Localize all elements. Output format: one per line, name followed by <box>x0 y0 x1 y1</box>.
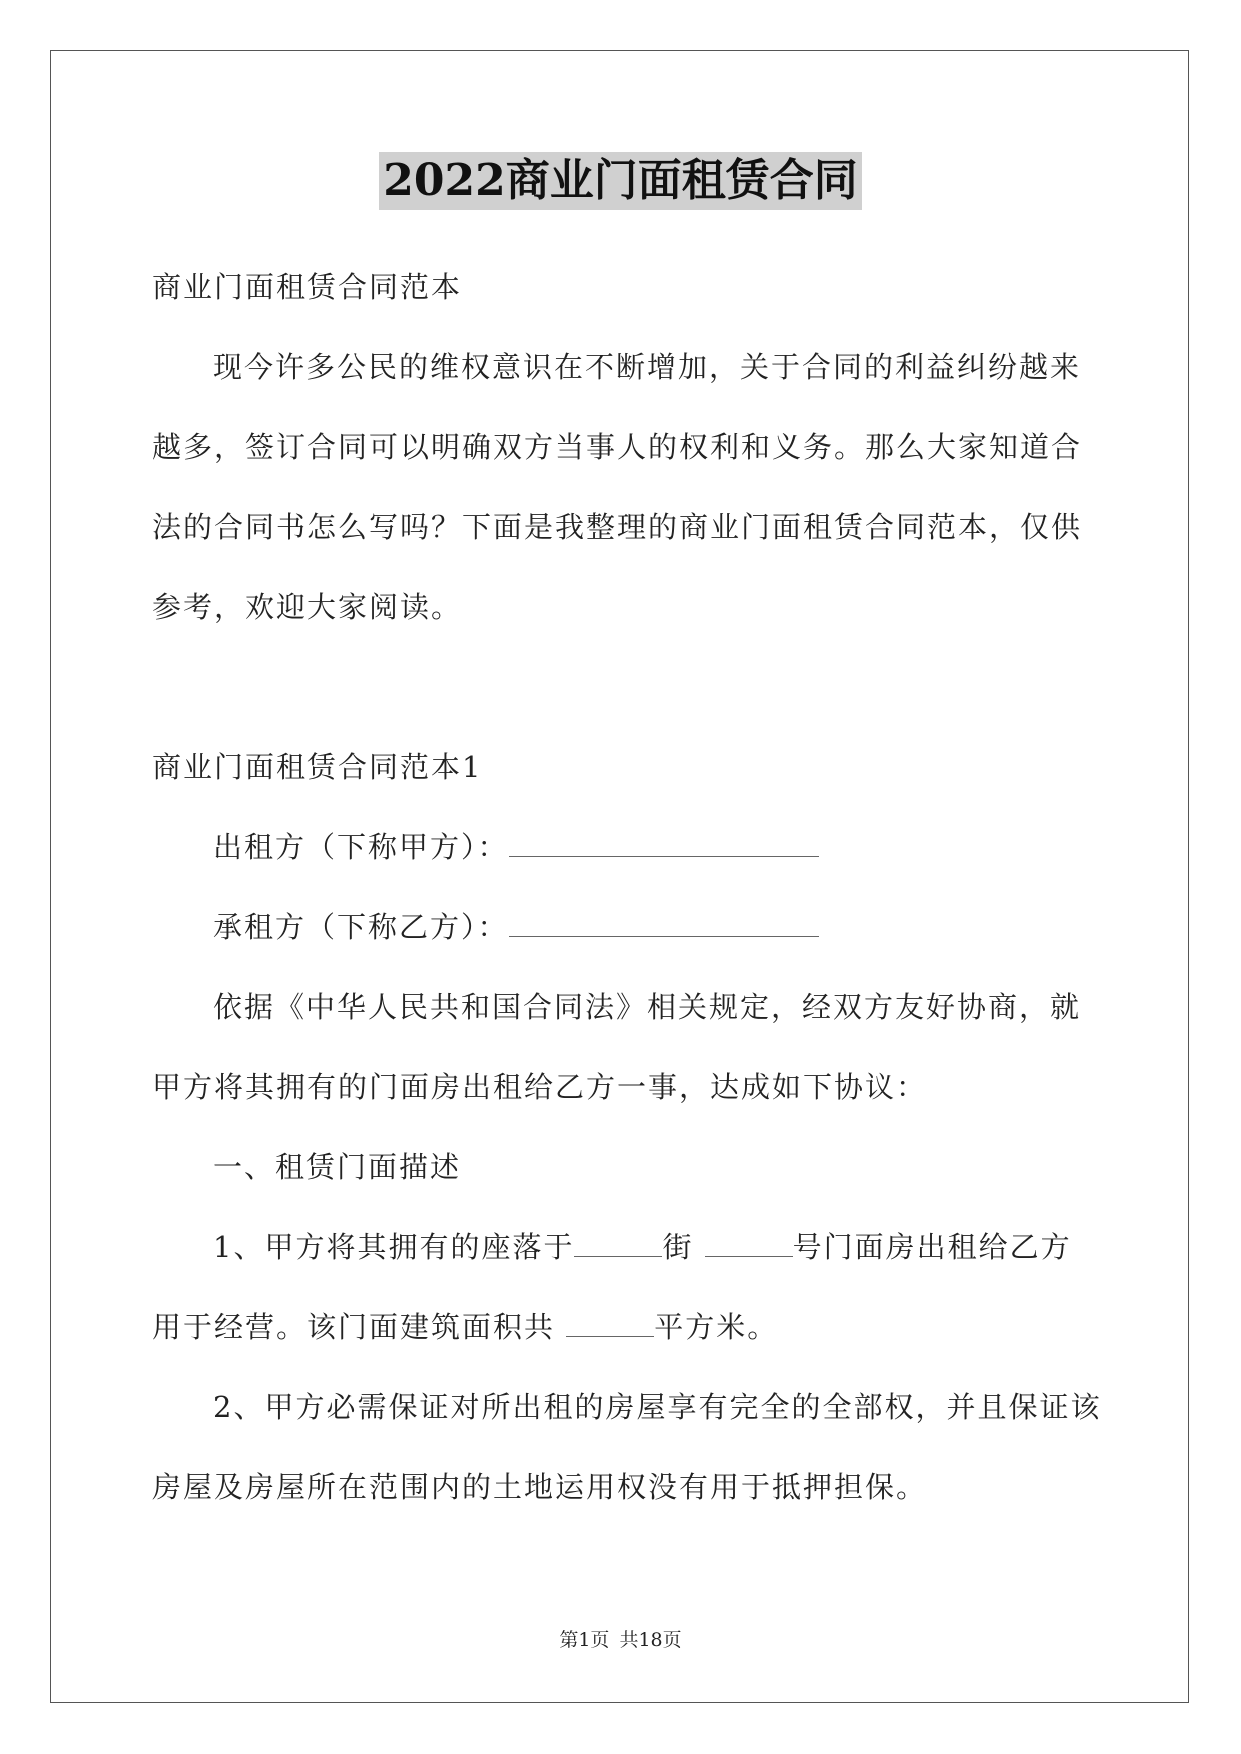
intro-line-3: 法的合同书怎么写吗？下面是我整理的商业门面租赁合同范本，仅供 <box>152 510 1083 544</box>
basis-line-2: 甲方将其拥有的门面房出租给乙方一事，达成如下协议： <box>152 1070 928 1104</box>
lessor-label: 出租方（下称甲方）： <box>213 830 509 864</box>
intro-line-1: 现今许多公民的维权意识在不断增加，关于合同的利益纠纷越来 <box>213 350 1082 384</box>
page-number: 第1页 <box>559 1629 610 1651</box>
lessee-blank <box>509 908 819 937</box>
lessor-blank <box>509 828 819 857</box>
basis-line-1: 依据《中华人民共和国合同法》相关规定，经双方友好协商，就 <box>213 990 1082 1024</box>
clause1-line2 <box>152 1307 778 1347</box>
document-title: 2022商业门面租赁合同 <box>379 152 861 210</box>
clause1-line1 <box>213 1227 1072 1267</box>
title-container <box>0 152 1241 210</box>
clause1-text-c: 号门面房出租给乙方 <box>792 1230 1072 1264</box>
page-footer <box>0 1625 1241 1652</box>
intro-line-4: 参考，欢迎大家阅读。 <box>152 590 463 624</box>
clause1-text-d: 用于经营。该门面建筑面积共 <box>152 1310 567 1344</box>
intro-line-2: 越多，签订合同可以明确双方当事人的权利和义务。那么大家知道合 <box>152 430 1083 464</box>
clause1-text-b: 街 <box>662 1230 705 1264</box>
street-blank <box>574 1228 662 1257</box>
clause1-text-e: 平方米。 <box>654 1310 779 1344</box>
number-blank <box>705 1228 793 1257</box>
lessor-line <box>213 827 819 867</box>
lessee-label: 承租方（下称乙方）： <box>213 910 509 944</box>
lessee-line <box>213 907 819 947</box>
article-heading: 一、租赁门面描述 <box>213 1150 462 1184</box>
clause2-line-1: 2、甲方必需保证对所出租的房屋享有完全的全部权，并且保证该 <box>213 1390 1102 1424</box>
section-heading: 商业门面租赁合同范本1 <box>152 750 483 784</box>
document-subtitle: 商业门面租赁合同范本 <box>152 270 463 304</box>
area-blank <box>566 1308 654 1337</box>
page-total: 共18页 <box>619 1629 682 1651</box>
clause2-line-2: 房屋及房屋所在范围内的土地运用权没有用于抵押担保。 <box>152 1470 928 1504</box>
clause1-text-a: 1、甲方将其拥有的座落于 <box>213 1230 575 1264</box>
